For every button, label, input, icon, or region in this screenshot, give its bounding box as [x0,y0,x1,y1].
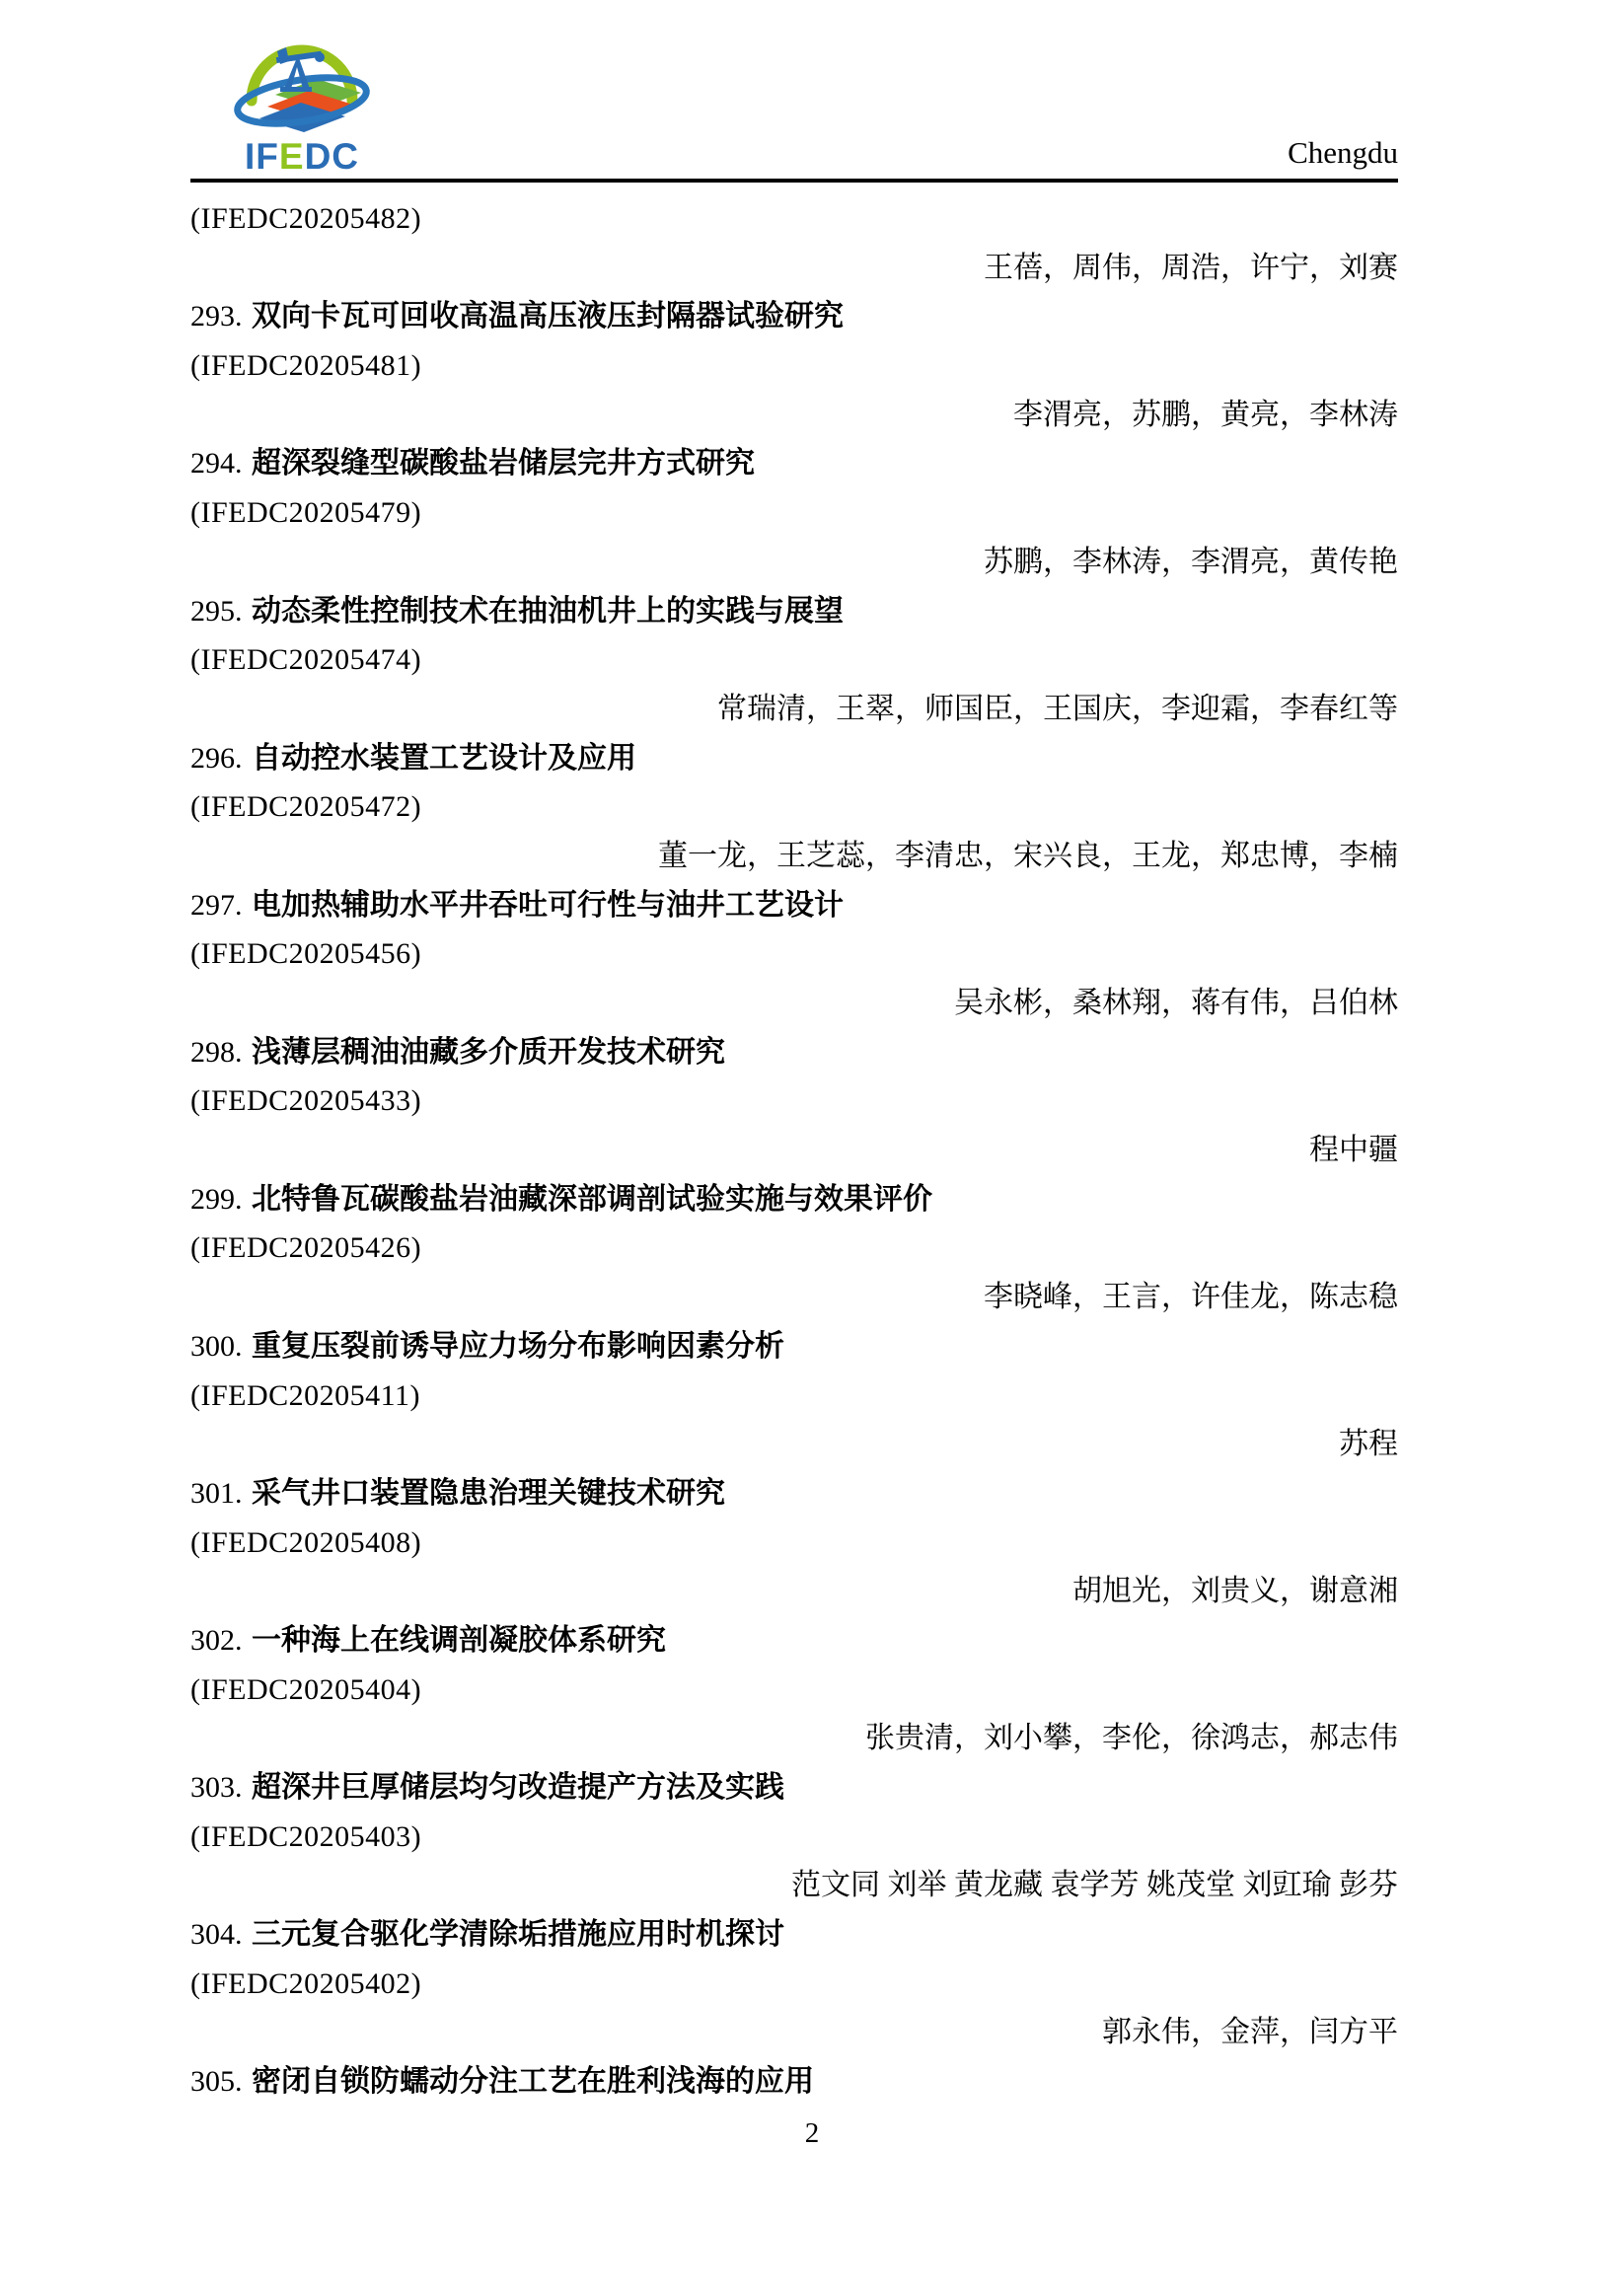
paper-authors: 范文同 刘举 黄龙藏 袁学芳 姚茂堂 刘豇瑜 彭芬 [791,1869,1398,1902]
paper-authors: 李渭亮，苏鹏，黄亮，李林涛 [1013,398,1398,431]
paper-title [190,1763,1398,1813]
paper-number: 294. [190,447,243,481]
paper-authors: 董一龙，王芝蕊，李清忠，宋兴良，王龙，郑忠博，李楠 [658,839,1398,872]
paper-authors: 胡旭光，刘贵义，谢意湘 [1072,1575,1398,1608]
paper-number: 302. [190,1623,243,1657]
paper-title [190,439,1398,488]
paper-number: 293. [190,300,243,333]
paper-id: (IFEDC20205479) [190,496,422,530]
paper-title-text: 北特鲁瓦碳酸盐岩油藏深部调剖试验实施与效果评价 [252,1182,932,1216]
paper-id: (IFEDC20205456) [190,937,422,971]
paper-title [190,292,1398,341]
paper-title-text: 电加热辅助水平井吞吐可行性与油井工艺设计 [252,888,844,922]
paper-number: 296. [190,741,243,775]
paper-title [190,1028,1398,1077]
paper-number: 297. [190,888,243,922]
paper-id: (IFEDC20205481) [190,349,422,383]
paper-authors: 苏鹏，李林涛，李渭亮，黄传艳 [984,545,1398,578]
ifedc-logo [230,22,374,175]
paper-title-text: 超深裂缝型碳酸盐岩储层完井方式研究 [252,447,755,481]
paper-title-text: 重复压裂前诱导应力场分布影响因素分析 [252,1329,784,1363]
paper-title [190,1322,1398,1371]
paper-authors: 常瑞清，王翠，师国臣，王国庆，李迎霜，李春红等 [717,692,1398,725]
logo-text-dc: DC [304,136,360,177]
paper-title-text: 超深井巨厚储层均匀改造提产方法及实践 [252,1771,784,1804]
paper-title-text: 自动控水装置工艺设计及应用 [252,741,636,775]
paper-title-text: 一种海上在线调剖凝胶体系研究 [252,1623,666,1657]
paper-title-text: 双向卡瓦可回收高温高压液压封隔器试验研究 [252,300,844,333]
paper-title-text: 三元复合驱化学清除垢措施应用时机探讨 [252,1918,784,1952]
paper-id: (IFEDC20205411) [190,1378,421,1412]
paper-title [190,2057,1398,2107]
paper-list [190,194,1398,2107]
paper-title [190,1910,1398,1960]
logo-text-e: E [278,136,305,177]
logo-text-if: IF [244,136,279,177]
paper-title [190,1469,1398,1518]
paper-id: (IFEDC20205433) [190,1084,422,1118]
paper-number: 298. [190,1035,243,1069]
paper-number: 295. [190,594,243,628]
paper-title-text: 密闭自锁防蠕动分注工艺在胜利浅海的应用 [252,2065,814,2099]
paper-number: 304. [190,1918,243,1952]
paper-title-text: 浅薄层稠油油藏多介质开发技术研究 [252,1035,725,1069]
paper-id: (IFEDC20205403) [190,1819,422,1853]
paper-title [190,1616,1398,1666]
paper-title-text: 动态柔性控制技术在抽油机井上的实践与展望 [252,594,844,628]
paper-title [190,734,1398,783]
paper-id: (IFEDC20205482) [190,202,422,235]
paper-authors: 郭永伟，金萍，闫方平 [1102,2016,1398,2049]
paper-number: 299. [190,1182,243,1216]
paper-authors: 张贵清，刘小攀，李伦，徐鸿志，郝志伟 [865,1722,1398,1755]
paper-title [190,587,1398,636]
paper-number: 303. [190,1771,243,1804]
ifedc-logo-text [230,138,374,175]
paper-title [190,881,1398,930]
ifedc-logo-art [233,22,371,140]
paper-authors: 王蓓，周伟，周浩，许宁，刘赛 [984,251,1398,284]
page-number: 2 [804,2117,820,2149]
paper-title-text: 采气井口装置隐患治理关键技术研究 [252,1476,725,1510]
paper-authors: 吴永彬，桑林翔，蒋有伟，吕伯林 [954,987,1398,1019]
paper-number: 305. [190,2065,243,2099]
paper-authors: 程中疆 [1309,1134,1398,1167]
conference-location: Chengdu [1288,135,1398,170]
paper-authors: 李晓峰，王言，许佳龙，陈志稳 [984,1281,1398,1314]
header-divider [190,179,1398,183]
paper-id: (IFEDC20205472) [190,790,422,824]
paper-number: 300. [190,1329,243,1363]
paper-authors: 苏程 [1339,1428,1398,1461]
paper-number: 301. [190,1476,243,1510]
paper-id: (IFEDC20205408) [190,1525,422,1559]
paper-id: (IFEDC20205404) [190,1672,422,1706]
paper-title [190,1175,1398,1224]
paper-id: (IFEDC20205474) [190,643,422,677]
paper-id: (IFEDC20205402) [190,1966,422,2000]
paper-id: (IFEDC20205426) [190,1231,422,1265]
